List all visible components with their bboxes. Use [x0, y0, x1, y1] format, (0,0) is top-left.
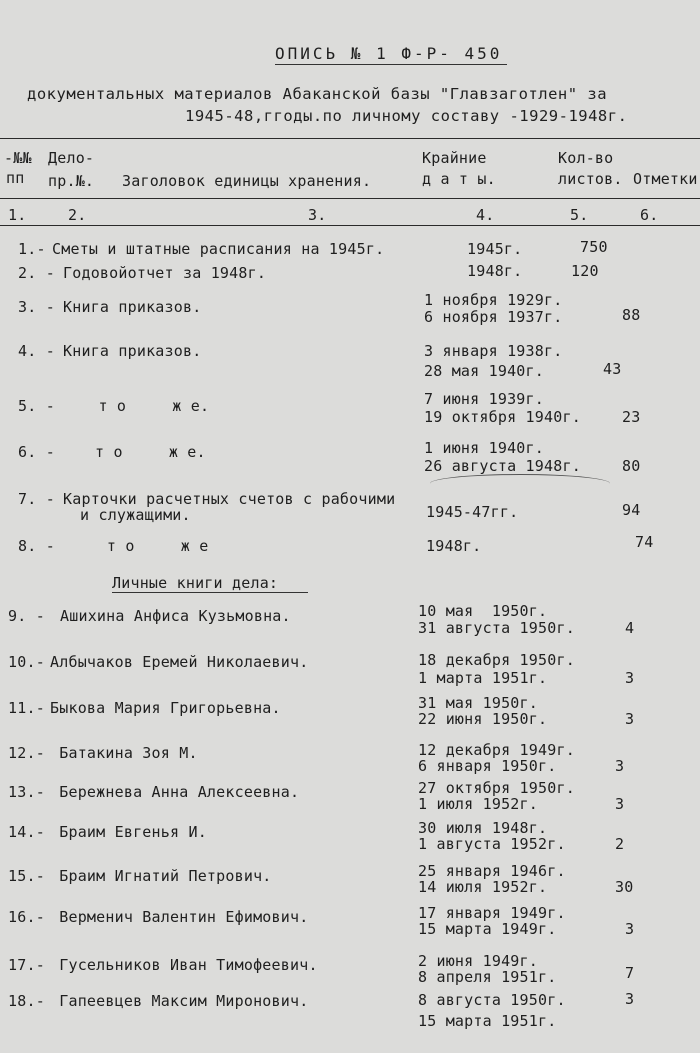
col-header-notes: Отметки [633, 170, 698, 188]
document-title: ОПИСЬ № 1 Ф-Р- 450 [275, 44, 503, 63]
person-12-sheets: 3 [615, 757, 625, 775]
person-17-sheets: 7 [625, 964, 635, 982]
person-11-number: 11.- [8, 699, 45, 717]
row-8-dates: 1948г. [426, 537, 482, 555]
col-number-1: 1. [8, 206, 27, 224]
person-10-date-end: 1 марта 1951г. [418, 669, 548, 687]
row-1-title: Сметы и штатные расписания на 1945г. [52, 240, 385, 258]
row-3-date-start: 1 ноября 1929г. [424, 291, 563, 309]
header-rule-mid [0, 198, 700, 199]
person-16-sheets: 3 [625, 920, 635, 938]
person-12-name: Батакина Зоя М. [50, 744, 198, 762]
person-9-date-start: 10 мая 1950г. [418, 602, 548, 620]
person-11-sheets: 3 [625, 710, 635, 728]
person-13-number: 13.- [8, 783, 45, 801]
row-3-date-end: 6 ноября 1937г. [424, 308, 563, 326]
person-17-date-end: 8 апреля 1951г. [418, 968, 557, 986]
row-3-number: 3. - [18, 298, 55, 316]
col-header-count-1: Кол-во [558, 149, 614, 167]
person-13-date-end: 1 июля 1952г. [418, 795, 538, 813]
person-14-name: Браим Евгенья И. [50, 823, 207, 841]
section-label: Личные книги дела: [112, 574, 279, 592]
row-5-date-start: 7 июня 1939г. [424, 390, 544, 408]
person-16-date-end: 15 марта 1949г. [418, 920, 557, 938]
person-14-number: 14.- [8, 823, 45, 841]
row-5-number: 5. - [18, 397, 55, 415]
section-underline [112, 592, 308, 593]
title-underline [275, 64, 507, 65]
col-header-pp: пп [6, 169, 25, 187]
col-number-3: 3. [308, 206, 327, 224]
row-4-title: Книга приказов. [63, 342, 202, 360]
person-12-date-start: 12 декабря 1949г. [418, 741, 575, 759]
row-7-dates: 1945-47гг. [426, 503, 519, 521]
person-9-name: Ашихина Анфиса Кузьмовна. [60, 607, 291, 625]
row-6-sheets: 80 [622, 457, 641, 475]
person-15-date-end: 14 июля 1952г. [418, 878, 548, 896]
header-rule-bottom [0, 225, 700, 226]
person-10-number: 10.- [8, 653, 45, 671]
col-header-dates-2: д а т ы. [422, 170, 496, 188]
person-18-number: 18.- [8, 992, 45, 1010]
person-13-name: Бережнева Анна Алексеевна. [50, 783, 300, 801]
row-1-number: 1.- [18, 240, 46, 258]
row-4-date-start: 3 января 1938г. [424, 342, 563, 360]
row-8-title: т о ж е [70, 537, 209, 555]
person-9-number: 9. - [8, 607, 45, 625]
person-15-date-start: 25 января 1946г. [418, 862, 566, 880]
col-header-title: Заголовок единицы хранения. [122, 172, 372, 190]
row-7-number: 7. - [18, 490, 55, 508]
person-14-date-start: 30 июля 1948г. [418, 819, 548, 837]
header-rule-top [0, 138, 700, 139]
row-1-sheets: 750 [580, 238, 608, 256]
person-11-date-end: 22 июня 1950г. [418, 710, 548, 728]
row-2-number: 2. - [18, 264, 55, 282]
row-6-number: 6. - [18, 443, 55, 461]
person-13-date-start: 27 октября 1950г. [418, 779, 575, 797]
person-17-name: Гусельников Иван Тимофеевич. [50, 956, 318, 974]
row-2-sheets: 120 [571, 262, 599, 280]
person-9-sheets: 4 [625, 619, 635, 637]
row-6-date-start: 1 июня 1940г. [424, 439, 544, 457]
row-5-date-end: 19 октября 1940г. [424, 408, 581, 426]
row-4-number: 4. - [18, 342, 55, 360]
person-13-sheets: 3 [615, 795, 625, 813]
row-4-sheets: 43 [603, 360, 622, 378]
person-10-name: Албычаков Еремей Николаевич. [50, 653, 309, 671]
row-7-title-cont: и служащими. [80, 506, 191, 524]
subtitle-line-1: документальных материалов Абаканской базы "Главзаготлен" за [27, 85, 608, 103]
row-6-date-end: 26 августа 1948г. [424, 457, 581, 475]
col-number-2: 2. [68, 206, 87, 224]
person-11-name: Быкова Мария Григорьевна. [50, 699, 281, 717]
row-4-date-end: 28 мая 1940г. [424, 362, 544, 380]
col-number-5: 5. [570, 206, 589, 224]
col-header-delo: Дело- [48, 149, 95, 167]
col-header-pr: пр.№. [48, 172, 95, 190]
person-18-sheets: 3 [625, 990, 635, 1008]
person-10-sheets: 3 [625, 669, 635, 687]
col-number-6: 6. [640, 206, 659, 224]
row-2-dates: 1948г. [467, 262, 523, 280]
subtitle-line-2: 1945-48,ггоды.по личному составу -1929-1948г. [185, 107, 628, 125]
row-8-sheets: 74 [635, 533, 654, 551]
person-15-sheets: 30 [615, 878, 634, 896]
col-header-count-2: листов. [558, 170, 623, 188]
row-3-sheets: 88 [622, 306, 641, 324]
person-11-date-start: 31 мая 1950г. [418, 694, 538, 712]
person-16-name: Верменич Валентин Ефимович. [50, 908, 309, 926]
row-3-title: Книга приказов. [63, 298, 202, 316]
person-14-sheets: 2 [615, 835, 625, 853]
person-16-date-start: 17 января 1949г. [418, 904, 566, 922]
person-14-date-end: 1 августа 1952г. [418, 835, 566, 853]
person-9-date-end: 31 августа 1950г. [418, 619, 575, 637]
row-7-sheets: 94 [622, 501, 641, 519]
person-15-name: Браим Игнатий Петрович. [50, 867, 272, 885]
col-header-dates-1: Крайние [422, 149, 487, 167]
row-5-sheets: 23 [622, 408, 641, 426]
row-7-title: Карточки расчетных счетов с рабочими [63, 490, 396, 508]
person-10-date-start: 18 декабря 1950г. [418, 651, 575, 669]
person-12-number: 12.- [8, 744, 45, 762]
person-18-name: Гапеевцев Максим Миронович. [50, 992, 309, 1010]
person-18-date-end: 15 марта 1951г. [418, 1012, 557, 1030]
pencil-underline [430, 474, 610, 493]
col-header-nn: -№№ [4, 149, 32, 167]
col-number-4: 4. [476, 206, 495, 224]
row-2-title: Годовойотчет за 1948г. [63, 264, 267, 282]
row-5-title: т о ж е. [80, 397, 210, 415]
person-12-date-end: 6 января 1950г. [418, 757, 557, 775]
person-17-number: 17.- [8, 956, 45, 974]
row-6-title: т о ж е. [95, 443, 206, 461]
row-1-dates: 1945г. [467, 240, 523, 258]
person-16-number: 16.- [8, 908, 45, 926]
person-15-number: 15.- [8, 867, 45, 885]
person-17-date-start: 2 июня 1949г. [418, 952, 538, 970]
row-8-number: 8. - [18, 537, 55, 555]
person-18-date-start: 8 августа 1950г. [418, 991, 566, 1009]
